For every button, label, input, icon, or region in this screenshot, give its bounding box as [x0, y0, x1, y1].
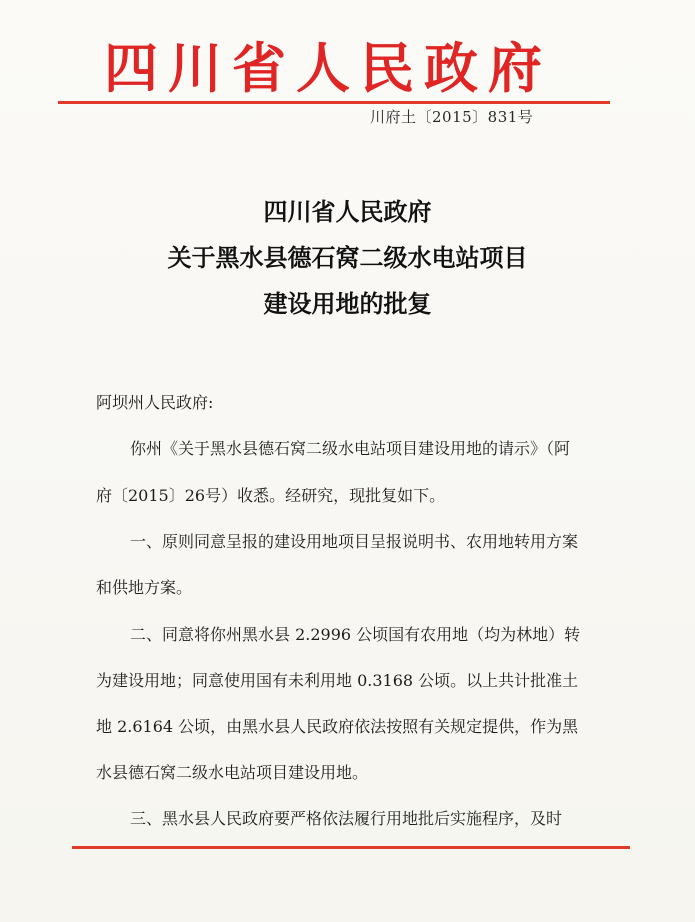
title-line-1: 四川省人民政府: [263, 197, 432, 226]
body-line: 水县德石窝二级水电站项目建设用地。: [96, 763, 369, 782]
body-line: 三、黑水县人民政府要严格依法履行用地批后实施程序，及时: [130, 809, 563, 828]
agency-header: 四川省人民政府: [104, 36, 552, 100]
body-line: 府〔2015〕26号）收悉。经研究，现批复如下。: [96, 486, 446, 505]
document-number: 川府土〔2015〕831号: [370, 108, 534, 126]
body-line: 地 2.6164 公顷，由黑水县人民政府依法按照有关规定提供，作为黑: [96, 717, 579, 736]
body-line: 二、同意将你州黑水县 2.2996 公顷国有农用地（均为林地）转: [130, 625, 581, 644]
body-line: 为建设用地；同意使用国有未利用地 0.3168 公顷。以上共计批准土: [96, 671, 579, 690]
bottom-red-rule: [72, 846, 630, 849]
salutation: 阿坝州人民政府:: [96, 393, 214, 412]
body-line: 你州《关于黑水县德石窝二级水电站项目建设用地的请示》（阿: [130, 439, 571, 458]
title-line-3: 建设用地的批复: [263, 289, 432, 318]
body-line: 一、原则同意呈报的建设用地项目呈报说明书、农用地转用方案: [130, 532, 579, 551]
title-line-2: 关于黑水县德石窝二级水电站项目: [167, 243, 528, 272]
body-line: 和供地方案。: [96, 578, 193, 597]
header-red-rule: [58, 101, 610, 104]
